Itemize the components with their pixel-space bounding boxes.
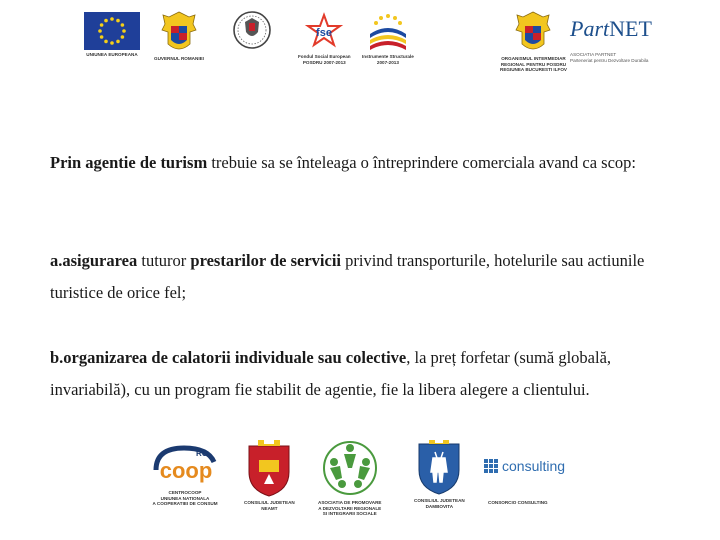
partnet-logo [570, 16, 652, 63]
ministry-seal-icon [232, 10, 272, 50]
fse-logo-icon [302, 12, 346, 52]
paragraph-travel-agency-definition [50, 147, 690, 179]
partnet-caption: ASOCIATIA PARTNET Parteneriat pentru Dezvoltare Durabila [570, 52, 649, 63]
dambovita-caption: CONSILIUL JUDETEAN DAMBOVITA [414, 498, 465, 509]
consulting-logo [484, 458, 565, 506]
eu-caption: UNIUNEA EUROPEANA [86, 52, 138, 57]
centrocoop-caption: CENTROCOOP UNIUNEA NATIONALA A COOPERATIEI DE CONSUM [152, 490, 218, 506]
consulting-name: consulting [502, 458, 566, 474]
coop-mark: coop [159, 458, 213, 483]
dambovita-logo [414, 438, 465, 509]
consulting-caption: CONSORCIO CONSULTING [488, 500, 548, 505]
fse-caption: Fondul Social European POSDRU 2007-2013 [298, 54, 351, 65]
paragraph-item-b [50, 342, 690, 406]
consulting-logo-icon [484, 458, 565, 474]
structural-instruments-icon [364, 12, 412, 52]
term-travel-agency: Prin agentie de turism [50, 153, 208, 172]
item-a-label: a.asigurarea [50, 251, 138, 270]
partnet-logo-icon [570, 16, 652, 42]
oir-logo [500, 10, 567, 73]
item-a-term: prestarilor de servicii [190, 251, 342, 270]
adrs-caption: ASOCIATIA DE PROMOVARE A DEZVOLTARII REGIONALE SI INTEGRARII SOCIALE [318, 500, 382, 516]
item-a-text-1: tuturor [137, 251, 191, 270]
fse-mark: fse [316, 27, 333, 39]
eu-logo [84, 12, 140, 58]
item-b-text: , la preț forfetar (sumă globală, invariabilă), cu un program fie stabilit de agentie, fie la libera alegere a clientului. [50, 348, 612, 399]
definition-text: trebuie sa se înteleaga o întreprindere comerciala avand ca scop: [207, 153, 636, 172]
adrs-logo [318, 438, 381, 517]
neamt-coat-of-arms-icon [244, 438, 294, 498]
neamt-caption: CONSILIUL JUDETEAN NEAMT [244, 500, 295, 511]
structural-instruments-logo [362, 12, 414, 65]
partnet-name-b: NET [609, 16, 652, 41]
adrs-people-logo-icon [322, 438, 378, 498]
consulting-grid-icon [484, 459, 498, 473]
neamt-logo [244, 438, 295, 511]
fse-logo [298, 12, 351, 65]
item-b-label: b.organizarea de calatorii individuale sau colective [50, 348, 407, 367]
partnet-name-a: Part [570, 16, 610, 41]
eu-flag-icon [84, 12, 140, 50]
paragraph-item-a [50, 245, 690, 309]
government-logo [154, 10, 204, 62]
dambovita-coat-of-arms-icon [415, 438, 463, 496]
coop-sup: RO [196, 449, 208, 458]
centrocoop-logo-icon [148, 440, 222, 488]
romania-coat-of-arms-icon [159, 10, 199, 54]
ministry-logo [232, 10, 272, 52]
item-a-text-2: privind transporturile, hotelurile sau actiunile turistice de orice fel; [50, 251, 645, 302]
oir-caption: ORGANISMUL INTERMEDIAR REGIONAL PENTRU POSDRU REGIUNEA BUCURESTI ILFOV [500, 56, 567, 72]
centrocoop-logo [148, 440, 222, 507]
structural-instruments-caption: Instrumente Structurale 2007-2013 [362, 54, 414, 65]
romania-coat-of-arms-icon [513, 10, 553, 54]
government-caption: GUVERNUL ROMANIEI [154, 56, 204, 61]
